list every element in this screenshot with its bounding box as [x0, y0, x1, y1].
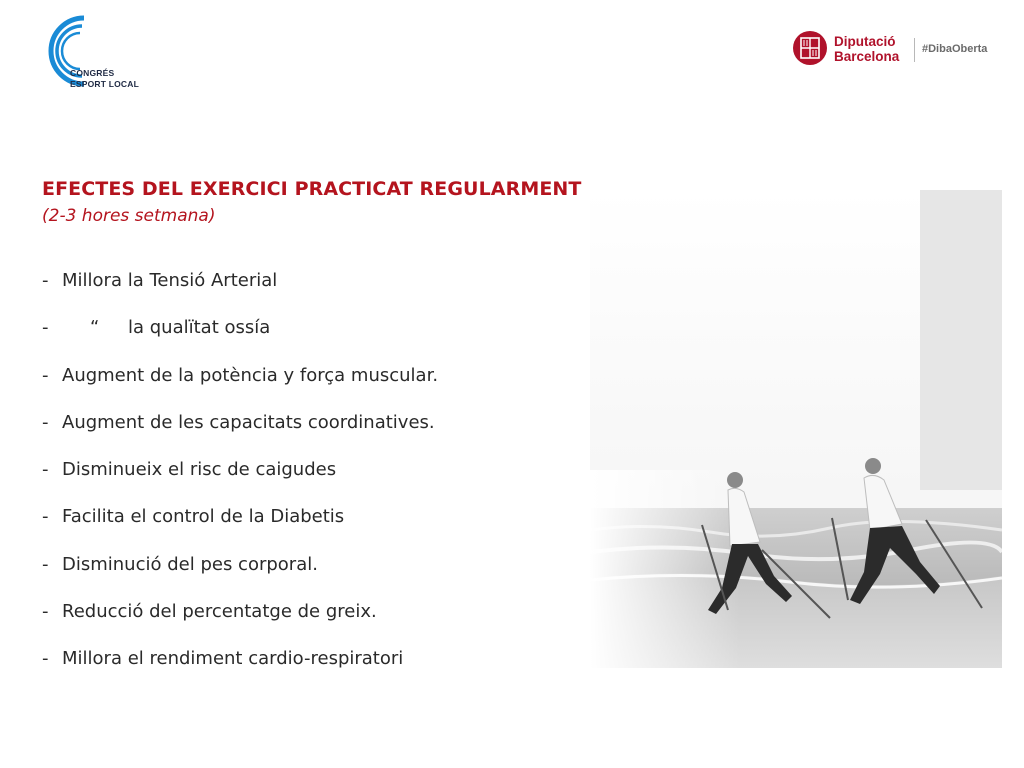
item-text: Augment de la potència y força muscular. — [62, 364, 439, 386]
dash-bullet: - — [42, 364, 49, 386]
dash-bullet: - — [42, 506, 49, 528]
diputacio-seal-icon — [792, 30, 828, 66]
logo-barcelona-text: Barcelona — [834, 49, 900, 64]
list-item — [42, 365, 582, 412]
ditto-mark: “ — [90, 317, 100, 339]
dash-bullet: - — [42, 648, 49, 669]
logo-diputacio-text: Diputació — [834, 34, 896, 49]
item-text: Disminueix el risc de caigudes — [62, 459, 337, 480]
dash-bullet: - — [42, 317, 49, 339]
list-item — [42, 506, 582, 553]
list-item — [42, 554, 582, 601]
congres-esport-local-logo — [18, 12, 158, 96]
item-text: Augment de les capacitats coordinatives. — [62, 411, 435, 433]
list-item — [42, 459, 582, 506]
logo-divider — [914, 38, 915, 62]
dash-bullet: - — [42, 411, 49, 433]
item-text: Facilita el control de la Diabetis — [62, 506, 345, 528]
hashtag-text: #DibaOberta — [922, 43, 988, 55]
dash-bullet: - — [42, 270, 49, 291]
item-text: la qualïtat ossía — [128, 317, 271, 339]
logo-text-line1: CONGRÉS — [70, 68, 115, 78]
list-item — [42, 317, 582, 364]
benefits-list — [42, 270, 582, 695]
nordic-walking-beach-icon — [590, 190, 1002, 668]
list-item — [42, 648, 582, 695]
list-item — [42, 601, 582, 648]
dash-bullet: - — [42, 600, 49, 622]
dash-bullet: - — [42, 553, 49, 575]
slide-title: EFECTES DEL EXERCICI PRACTICAT REGULARMENT — [42, 178, 582, 200]
list-item — [42, 412, 582, 459]
diputacio-barcelona-logo — [790, 26, 1000, 70]
nordic-walking-photo — [590, 190, 1002, 668]
dash-bullet: - — [42, 459, 49, 480]
list-item — [42, 270, 582, 317]
item-text: Millora la Tensió Arterial — [62, 270, 278, 291]
item-text: Millora el rendiment cardio-respiratori — [62, 648, 404, 669]
logo-text-line2: ESPORT LOCAL — [70, 79, 139, 89]
slide-subtitle: (2-3 hores setmana) — [42, 206, 216, 226]
item-text: Reducció del percentatge de greix. — [62, 600, 377, 622]
item-text: Disminució del pes corporal. — [62, 553, 318, 575]
